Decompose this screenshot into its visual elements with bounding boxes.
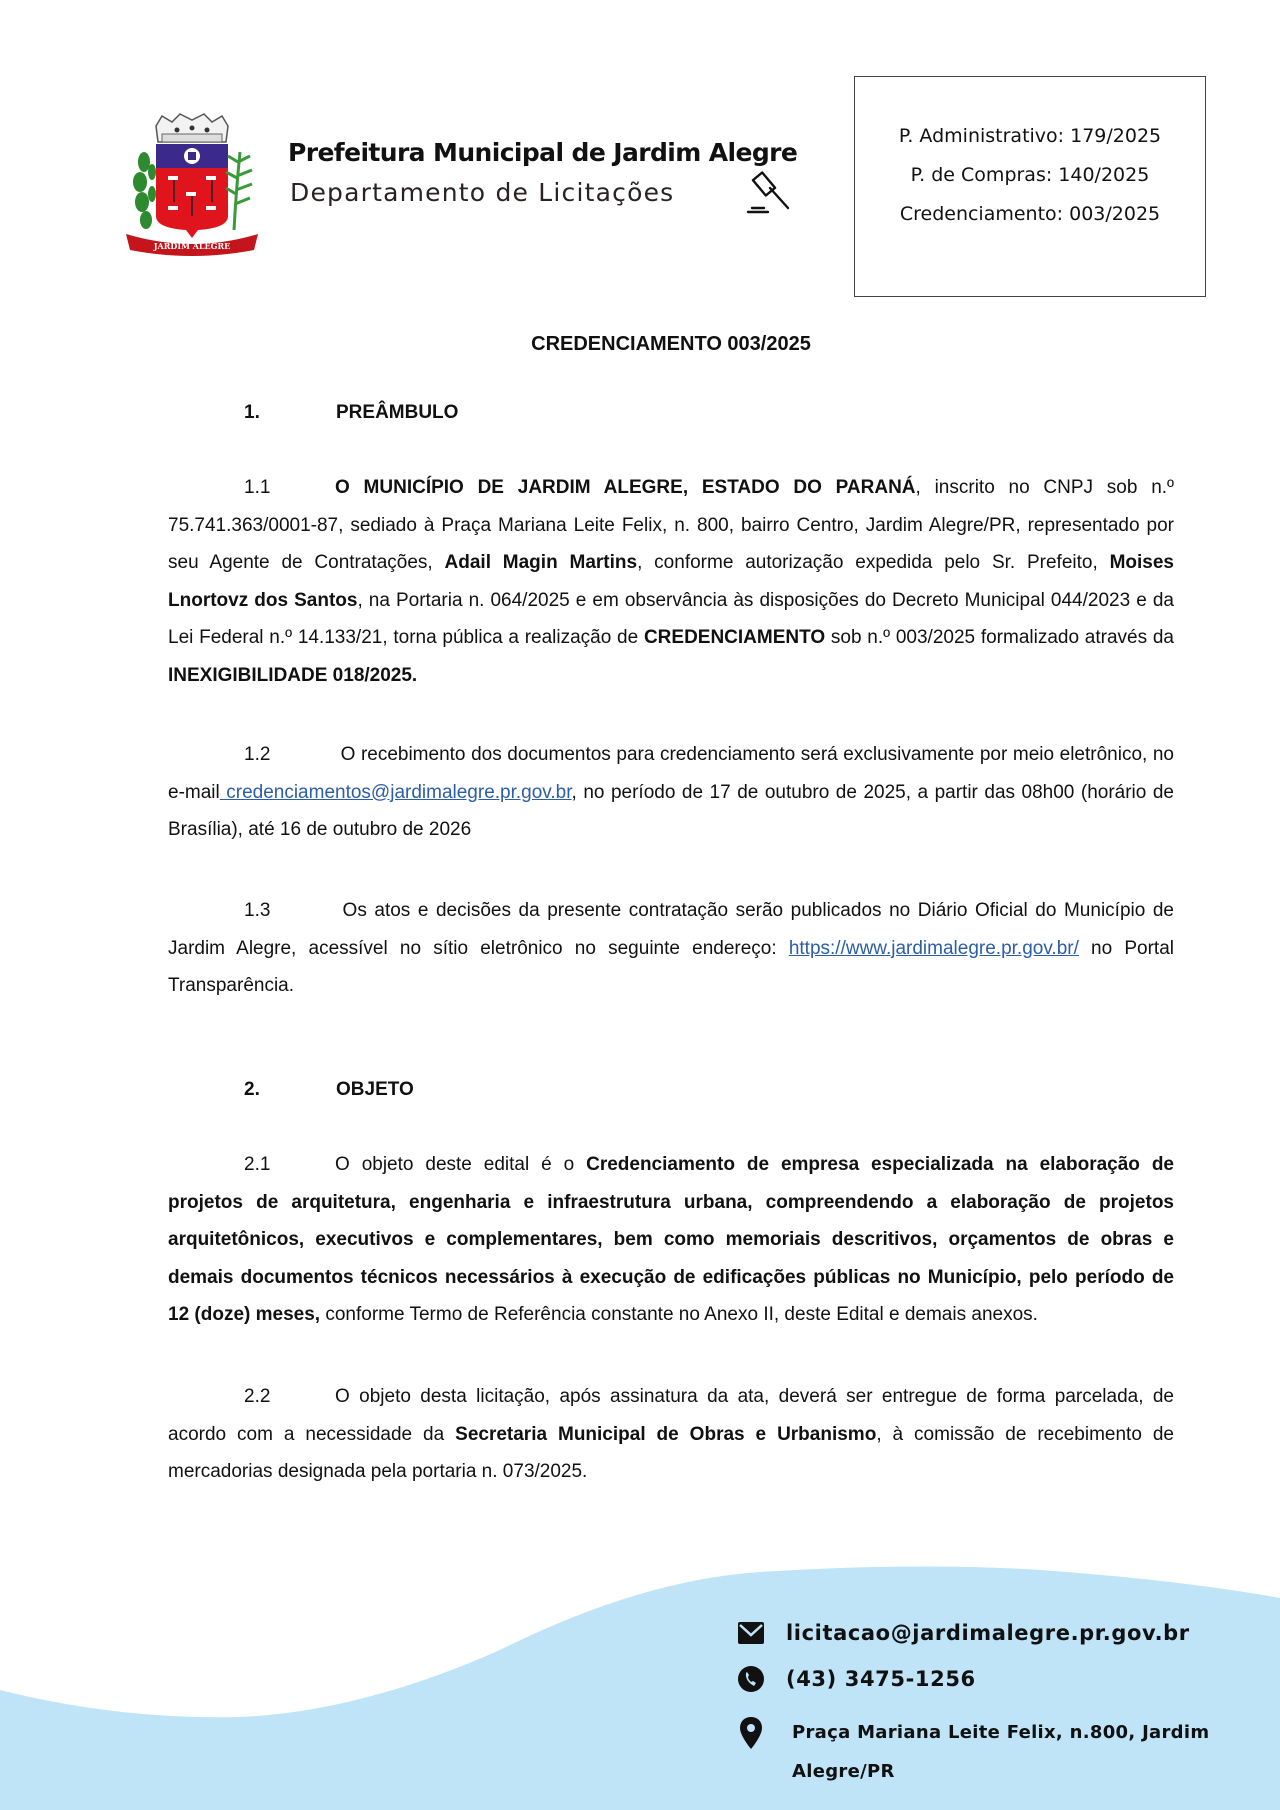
hyperlink[interactable]: credenciamentos@jardimalegre.pr.gov.br	[219, 781, 572, 803]
purchase-process-number: P. de Compras: 140/2025	[910, 164, 1150, 186]
paragraph-number: 1.1	[244, 477, 271, 498]
paragraph-1-3	[168, 892, 1174, 1005]
map-pin-icon	[736, 1718, 766, 1748]
section-number: 1.	[244, 402, 260, 423]
body-text: , inscrito no CNPJ sob n.º 75.741.363/0001-87, sediado à Praça Mariana Leite Felix, n. 800, bairro Centro, Jardim Alegre/PR, representado por seu Agente de Contratações,	[168, 477, 1174, 573]
paragraph-1-2	[168, 736, 1174, 849]
svg-text:JARDIM ALEGRE: JARDIM ALEGRE	[153, 241, 231, 251]
letterhead	[0, 0, 1280, 300]
body-text: no Portal Transparência.	[168, 937, 1175, 996]
bold-text: Moises Lnortovz dos Santos	[168, 552, 1174, 611]
footer-address-line1: Praça Mariana Leite Felix, n.800, Jardim	[792, 1722, 1210, 1743]
footer-address	[792, 1713, 1209, 1791]
footer-address-icon-wrap	[736, 1718, 786, 1748]
administrative-process-number: P. Administrativo: 179/2025	[898, 125, 1162, 147]
body-text: , no período de 17 de outubro de 2025, a partir das 08h00 (horário de Brasília), até 16 de outubro de 2026	[168, 781, 1174, 840]
body-text: O recebimento dos documentos para credenciamento será exclusivamente por meio eletrônico, no e-mail	[168, 744, 1174, 803]
body-text: O objeto desta licitação, após assinatura da ata, deverá ser entregue de forma parcelada, de acordo com a necessidade da	[168, 1386, 1174, 1445]
body-text: sob n.º 003/2025 formalizado através da	[825, 627, 1174, 648]
paragraph-2-1	[168, 1146, 1174, 1334]
document-title: CREDENCIAMENTO 003/2025	[531, 333, 811, 355]
body-text: , à comissão de recebimento de mercadorias designada pela portaria n. 073/2025.	[168, 1423, 1174, 1482]
paragraph-number: 1.2	[244, 744, 271, 765]
footer-address-line2: Alegre/PR	[792, 1761, 895, 1782]
envelope-icon	[736, 1618, 766, 1648]
phone-icon	[736, 1664, 766, 1694]
body-text: , conforme autorização expedida pelo Sr. Prefeito,	[637, 552, 1110, 573]
paragraph-number: 2.1	[244, 1154, 271, 1175]
org-subtitle: Departamento de Licitações	[290, 178, 675, 207]
paragraph-number: 2.2	[244, 1386, 271, 1407]
footer-email[interactable]	[736, 1618, 1190, 1648]
section-number: 2.	[244, 1079, 260, 1100]
municipal-crest-icon	[122, 112, 262, 260]
gavel-icon	[746, 168, 794, 216]
body-text: O objeto deste edital é o	[335, 1154, 587, 1175]
accreditation-number: Credenciamento: 003/2025	[899, 203, 1161, 225]
paragraph-1-1	[168, 469, 1174, 694]
bold-text: Adail Magin Martins	[444, 552, 638, 573]
org-title: Prefeitura Municipal de Jardim Alegre	[288, 138, 798, 167]
paragraph-number: 1.3	[244, 900, 271, 921]
body-text: , na Portaria n. 064/2025 e em observância às disposições do Decreto Municipal 044/2023 e da Lei Federal n.º 14.133/21, torna pública a realização de	[168, 589, 1174, 648]
bold-text: CREDENCIAMENTO	[643, 627, 826, 648]
bold-text: Credenciamento de empresa especializada na elaboração de projetos de arquitetura, engenharia e infraestrutura urbana, compreendendo a elaboração de projetos arquitetônicos, executivos e complementares, bem como memoriais descritivos, orçamentos de obras e demais documentos técnicos necessários à execução de edificações públicas no Município, pelo período de 12 (doze) meses,	[168, 1154, 1174, 1325]
bold-text: O MUNICÍPIO DE JARDIM ALEGRE, ESTADO DO PARANÁ	[335, 477, 916, 498]
body-text: conforme Termo de Referência constante no Anexo II, deste Edital e demais anexos.	[320, 1304, 1038, 1325]
section-label: OBJETO	[336, 1079, 414, 1100]
section-label: PREÂMBULO	[336, 402, 459, 423]
paragraph-2-2	[168, 1378, 1174, 1491]
process-reference-box	[854, 76, 1206, 297]
footer-phone[interactable]	[736, 1664, 976, 1694]
bold-text: INEXIGIBILIDADE 018/2025.	[168, 664, 418, 686]
body-text: Os atos e decisões da presente contratação serão publicados no Diário Oficial do Município de Jardim Alegre, acessível no sítio eletrônico no seguinte endereço:	[168, 900, 1174, 959]
bold-text: Secretaria Municipal de Obras e Urbanismo	[455, 1423, 877, 1445]
footer-phone-text: (43) 3475-1256	[786, 1667, 976, 1691]
hyperlink[interactable]: https://www.jardimalegre.pr.gov.br/	[788, 937, 1079, 959]
footer-email-text: licitacao@jardimalegre.pr.gov.br	[786, 1621, 1190, 1645]
